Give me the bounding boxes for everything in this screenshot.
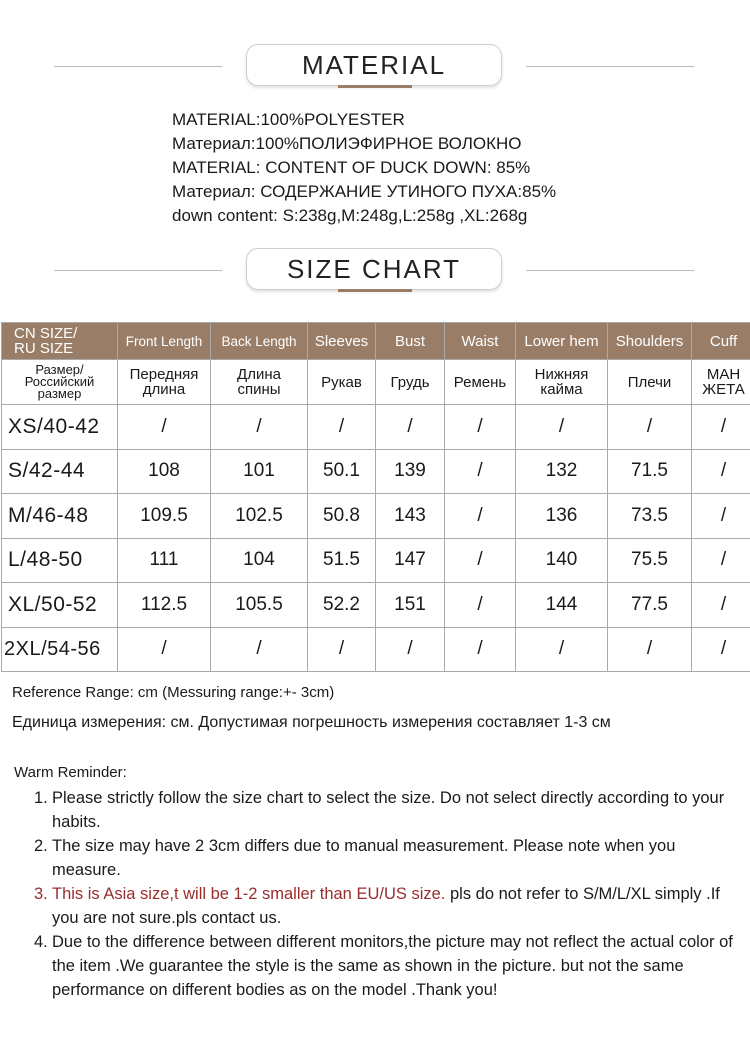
header-waist-ru: Ремень (445, 360, 516, 405)
reminder-list (14, 786, 744, 1002)
warm-reminder (14, 762, 744, 1002)
reminder-number: 2. (34, 837, 48, 855)
bust-cell: / (376, 405, 445, 450)
header-lower-hem: Lower hem (516, 323, 608, 360)
bust-cell: 139 (376, 449, 445, 494)
front-length-cell: 111 (118, 538, 211, 583)
reminder-item (14, 882, 744, 930)
reminder-text: Please strictly follow the size chart to select the size. Do not select directly according to your habits. (52, 789, 725, 831)
header-cuff-ru: МАН ЖЕТА (692, 360, 750, 405)
reminder-warning-text: This is Asia size,t will be 1-2 smaller than EU/US size. (52, 885, 446, 903)
back-length-cell: / (211, 627, 308, 672)
reminder-number: 3. (34, 885, 48, 903)
header-lower-hem-ru: Нижняя кайма (516, 360, 608, 405)
material-line: Материал:100%ПОЛИЭФИРНОЕ ВОЛОКНО (172, 134, 522, 153)
reminder-text: pls do not refer to S/M/L/XL simply .If you are not sure.pls contact us. (52, 885, 720, 927)
material-line: down content: S:238g,M:248g,L:258g ,XL:268g (172, 206, 528, 225)
header-bust: Bust (376, 323, 445, 360)
reminder-item (14, 786, 744, 834)
back-length-cell: 101 (211, 449, 308, 494)
table-row (2, 583, 750, 628)
reminder-number: 4. (34, 933, 48, 951)
divider-right (526, 66, 694, 67)
sleeves-cell: / (308, 405, 376, 450)
header-row-en (2, 323, 750, 360)
waist-cell: / (445, 449, 516, 494)
bust-cell: 147 (376, 538, 445, 583)
table-row (2, 405, 750, 450)
header-back-length: Back Length (211, 323, 308, 360)
shoulders-cell: / (608, 405, 692, 450)
size-cell: 2XL/54-56 (2, 627, 118, 672)
front-length-cell: / (118, 627, 211, 672)
cuff-cell: / (692, 627, 750, 672)
front-length-cell: / (118, 405, 211, 450)
size-cell: XS/40-42 (2, 405, 118, 450)
header-sleeves: Sleeves (308, 323, 376, 360)
material-section-header (0, 44, 750, 90)
cuff-cell: / (692, 405, 750, 450)
material-info (172, 108, 732, 228)
title-underline (338, 289, 412, 292)
lower-hem-cell: 136 (516, 494, 608, 539)
lower-hem-cell: / (516, 405, 608, 450)
bust-cell: / (376, 627, 445, 672)
cuff-cell: / (692, 538, 750, 583)
header-waist: Waist (445, 323, 516, 360)
size-cell: S/42-44 (2, 449, 118, 494)
sleeves-cell: 51.5 (308, 538, 376, 583)
back-length-cell: 104 (211, 538, 308, 583)
front-length-cell: 109.5 (118, 494, 211, 539)
material-line: MATERIAL:100%POLYESTER (172, 110, 405, 129)
reminder-number: 1. (34, 789, 48, 807)
lower-hem-cell: / (516, 627, 608, 672)
bust-cell: 151 (376, 583, 445, 628)
waist-cell: / (445, 405, 516, 450)
size-cell: M/46-48 (2, 494, 118, 539)
sleeves-cell: / (308, 627, 376, 672)
waist-cell: / (445, 538, 516, 583)
waist-cell: / (445, 627, 516, 672)
header-bust-ru: Грудь (376, 360, 445, 405)
header-size: CN SIZE/ RU SIZE (2, 323, 118, 360)
header-front-length-ru: Передняя длина (118, 360, 211, 405)
waist-cell: / (445, 494, 516, 539)
table-row (2, 627, 750, 672)
shoulders-cell: 77.5 (608, 583, 692, 628)
waist-cell: / (445, 583, 516, 628)
shoulders-cell: 73.5 (608, 494, 692, 539)
size-cell: XL/50-52 (2, 583, 118, 628)
back-length-cell: 105.5 (211, 583, 308, 628)
material-line: MATERIAL: CONTENT OF DUCK DOWN: 85% (172, 158, 531, 177)
divider-right (526, 270, 694, 271)
reminder-title: Warm Reminder: (14, 764, 127, 781)
shoulders-cell: 71.5 (608, 449, 692, 494)
material-title: MATERIAL (246, 44, 502, 86)
table-row (2, 449, 750, 494)
lower-hem-cell: 132 (516, 449, 608, 494)
lower-hem-cell: 140 (516, 538, 608, 583)
header-shoulders-ru: Плечи (608, 360, 692, 405)
reminder-text: Due to the difference between different monitors,the picture may not reflect the actual color of the item .We guarantee the style is the same as shown in the picture. but not the same performance on different bodies as on the model .Thank you! (52, 933, 733, 999)
material-line: Материал: СОДЕРЖАНИЕ УТИНОГО ПУХА:85% (172, 182, 557, 201)
shoulders-cell: / (608, 627, 692, 672)
cuff-cell: / (692, 449, 750, 494)
reminder-text: The size may have 2 3cm differs due to manual measurement. Please note when you measure. (52, 837, 676, 879)
lower-hem-cell: 144 (516, 583, 608, 628)
bust-cell: 143 (376, 494, 445, 539)
divider-left (54, 66, 222, 67)
title-underline (338, 85, 412, 88)
header-shoulders: Shoulders (608, 323, 692, 360)
sleeves-cell: 50.1 (308, 449, 376, 494)
header-size-ru: Размер/ Российский размер (2, 360, 118, 405)
reminder-item (14, 930, 744, 1002)
size-chart-section-header (0, 248, 750, 294)
table-row (2, 538, 750, 583)
size-chart-table (1, 322, 750, 672)
reference-range-en: Reference Range: cm (Messuring range:+- 3cm) (12, 684, 335, 701)
front-length-cell: 112.5 (118, 583, 211, 628)
header-front-length: Front Length (118, 323, 211, 360)
size-cell: L/48-50 (2, 538, 118, 583)
cuff-cell: / (692, 583, 750, 628)
shoulders-cell: 75.5 (608, 538, 692, 583)
header-sleeves-ru: Рукав (308, 360, 376, 405)
back-length-cell: 102.5 (211, 494, 308, 539)
table-row (2, 494, 750, 539)
size-chart-title: SIZE CHART (246, 248, 502, 290)
divider-left (54, 270, 222, 271)
reference-range-ru: Единица измерения: см. Допустимая погрешность измерения составляет 1-3 см (12, 714, 611, 731)
header-cuff: Cuff (692, 323, 750, 360)
sleeves-cell: 52.2 (308, 583, 376, 628)
front-length-cell: 108 (118, 449, 211, 494)
header-back-length-ru: Длина спины (211, 360, 308, 405)
sleeves-cell: 50.8 (308, 494, 376, 539)
header-row-ru (2, 360, 750, 405)
back-length-cell: / (211, 405, 308, 450)
cuff-cell: / (692, 494, 750, 539)
reminder-item (14, 834, 744, 882)
